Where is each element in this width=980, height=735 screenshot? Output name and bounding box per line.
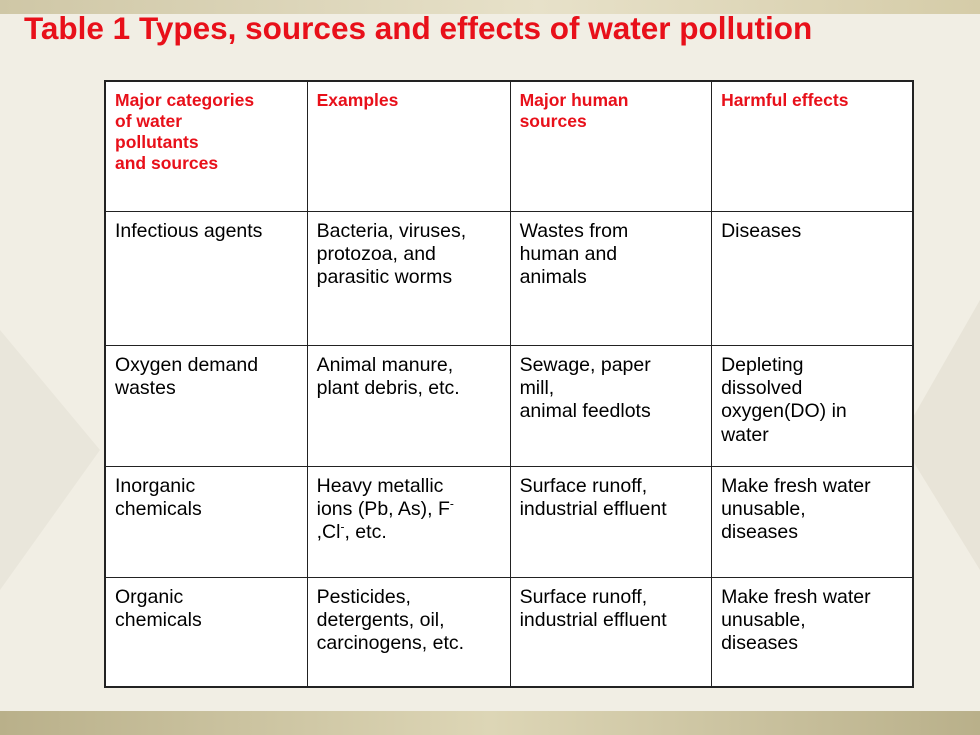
pollution-table bbox=[104, 80, 914, 688]
cell-line: Infectious agents bbox=[115, 219, 263, 242]
cell-line: plant debris, etc. bbox=[316, 376, 460, 399]
table-row bbox=[105, 577, 913, 687]
table-header-row bbox=[105, 81, 913, 211]
cell-sources bbox=[510, 577, 712, 687]
cell-sources bbox=[510, 345, 712, 466]
cell-text: ions (Pb, As), F bbox=[316, 497, 450, 520]
cell-line: animal feedlots bbox=[519, 400, 651, 423]
cell-line: parasitic worms bbox=[316, 266, 453, 289]
cell-line: mill, bbox=[519, 376, 555, 399]
cell-effects bbox=[712, 466, 913, 577]
cell-line: unusable, bbox=[721, 608, 806, 631]
cell-line: Pesticides, bbox=[316, 585, 411, 608]
table-row bbox=[105, 345, 913, 466]
cell-line: carcinogens, etc. bbox=[316, 632, 465, 655]
header-categories-line: and sources bbox=[115, 153, 219, 173]
cell-line: Make fresh water bbox=[721, 585, 871, 608]
header-categories-line: pollutants bbox=[115, 132, 199, 152]
cell-line: chemicals bbox=[115, 608, 202, 631]
cell-category bbox=[105, 577, 307, 687]
bottom-decor-band bbox=[0, 711, 980, 735]
cell-line: Diseases bbox=[721, 219, 802, 242]
cell-line: industrial effluent bbox=[519, 608, 667, 631]
cell-line bbox=[317, 521, 501, 544]
background-fan-left bbox=[0, 330, 100, 590]
chloride-charge: - bbox=[340, 519, 345, 534]
cell-line: animals bbox=[519, 266, 587, 289]
cell-line: Organic bbox=[115, 585, 184, 608]
cell-effects bbox=[712, 345, 913, 466]
cell-sources bbox=[510, 466, 712, 577]
cell-line: Surface runoff, bbox=[519, 474, 648, 497]
cell-line: protozoa, and bbox=[316, 242, 436, 265]
cell-line: Bacteria, viruses, bbox=[316, 219, 467, 242]
cell-line: Sewage, paper bbox=[519, 353, 651, 376]
header-categories bbox=[105, 81, 307, 211]
cell-line: Inorganic bbox=[115, 474, 196, 497]
cell-line: water bbox=[721, 423, 769, 446]
header-sources bbox=[510, 81, 712, 211]
cell-effects bbox=[712, 211, 913, 345]
cell-line: Depleting bbox=[721, 353, 804, 376]
table-row bbox=[105, 466, 913, 577]
header-examples bbox=[307, 81, 510, 211]
cell-line: diseases bbox=[721, 632, 799, 655]
cell-line: unusable, bbox=[721, 497, 806, 520]
cell-line: detergents, oil, bbox=[316, 608, 445, 631]
cell-examples bbox=[307, 211, 510, 345]
cell-category bbox=[105, 345, 307, 466]
cell-line: chemicals bbox=[115, 497, 202, 520]
cell-line: human and bbox=[519, 242, 618, 265]
cell-effects bbox=[712, 577, 913, 687]
cell-text: ,Cl bbox=[316, 521, 341, 544]
cell-line: industrial effluent bbox=[519, 497, 667, 520]
cell-category bbox=[105, 211, 307, 345]
cell-category bbox=[105, 466, 307, 577]
cell-examples bbox=[307, 466, 510, 577]
cell-line: Surface runoff, bbox=[519, 585, 648, 608]
header-sources-line: Major human bbox=[519, 90, 629, 110]
cell-line: diseases bbox=[721, 521, 799, 544]
header-categories-line: of water bbox=[115, 111, 183, 131]
header-categories-line: Major categories bbox=[115, 90, 255, 110]
slide-title: Table 1 Types, sources and effects of water pollution bbox=[24, 10, 813, 46]
header-sources-line: sources bbox=[519, 111, 587, 131]
cell-line: dissolved bbox=[721, 376, 803, 399]
cell-line: Oxygen demand bbox=[115, 353, 259, 376]
cell-line bbox=[317, 498, 501, 521]
table-row bbox=[105, 211, 913, 345]
cell-sources bbox=[510, 211, 712, 345]
cell-line: Animal manure, bbox=[316, 353, 454, 376]
cell-text: , etc. bbox=[344, 521, 387, 544]
cell-examples bbox=[307, 345, 510, 466]
header-examples-line: Examples bbox=[316, 90, 399, 110]
cell-line: Heavy metallic bbox=[316, 474, 444, 497]
header-effects-line: Harmful effects bbox=[721, 90, 849, 110]
cell-line: oxygen(DO) in bbox=[721, 400, 847, 423]
cell-line: Wastes from bbox=[519, 219, 629, 242]
cell-line: wastes bbox=[115, 376, 176, 399]
fluoride-charge: - bbox=[449, 496, 454, 511]
header-effects bbox=[712, 81, 913, 211]
cell-line: Make fresh water bbox=[721, 474, 871, 497]
cell-examples bbox=[307, 577, 510, 687]
